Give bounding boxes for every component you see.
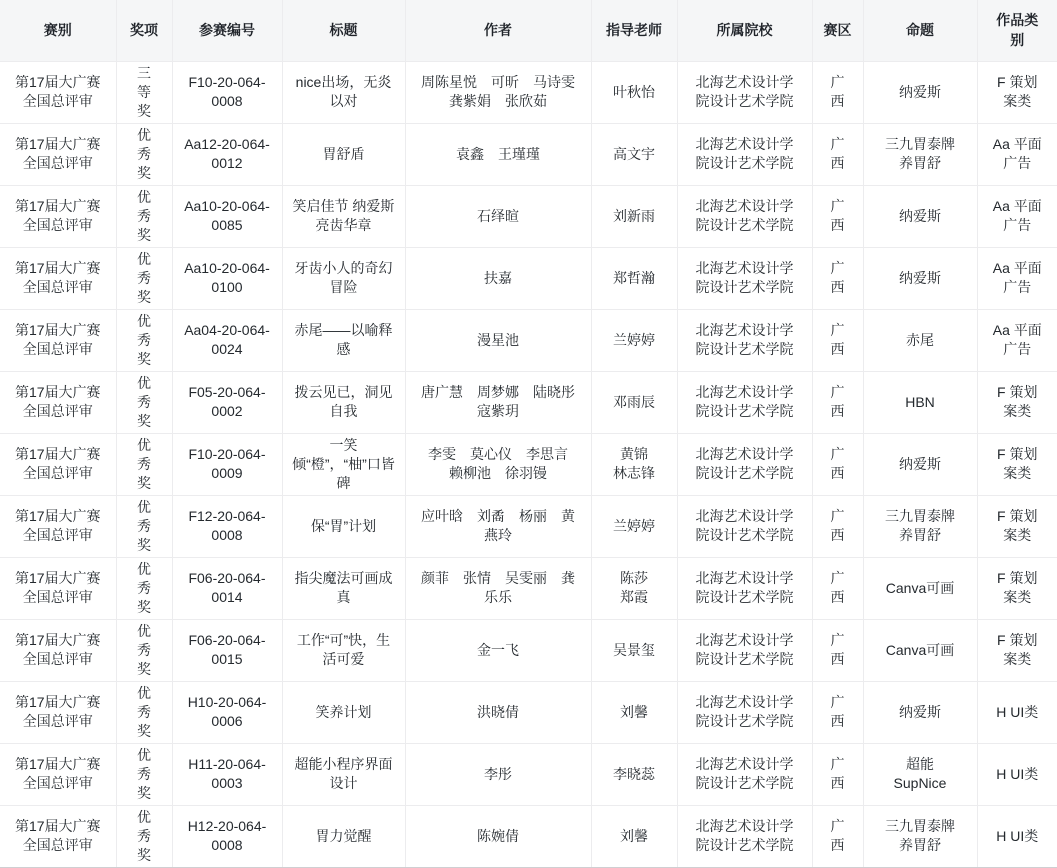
cell-school: 北海艺术设计学院设计艺术学院 [677,743,812,805]
cell-region: 广西 [812,123,863,185]
cell-award: 优秀奖 [116,619,172,681]
cell-topic: 三九胃泰牌养胃舒 [863,123,977,185]
cell-authors: 石绎暄 [405,185,591,247]
cell-authors: 扶嘉 [405,247,591,309]
cell-entry_no: Aa04-20-064-0024 [172,309,282,371]
cell-competition: 第17届大广赛全国总评审 [0,619,116,681]
cell-entry_no: Aa10-20-064-0100 [172,247,282,309]
table-row [0,743,1057,805]
cell-authors: 陈婉倩 [405,805,591,867]
cell-competition: 第17届大广赛全国总评审 [0,495,116,557]
cell-title: 工作“可”快，生活可爱 [282,619,405,681]
cell-award: 优秀奖 [116,805,172,867]
column-header-category: 作品类别 [977,0,1057,61]
cell-authors: 金一飞 [405,619,591,681]
cell-award: 优秀奖 [116,681,172,743]
table-row [0,557,1057,619]
cell-region: 广西 [812,61,863,123]
cell-category: F 策划案类 [977,371,1057,433]
table-body [0,61,1057,867]
cell-region: 广西 [812,681,863,743]
cell-topic: 三九胃泰牌养胃舒 [863,805,977,867]
cell-title: 拨云见已，洞见自我 [282,371,405,433]
cell-title: 牙齿小人的奇幻冒险 [282,247,405,309]
cell-authors: 唐广慧 周梦娜 陆晓彤 寇紫玥 [405,371,591,433]
cell-school: 北海艺术设计学院设计艺术学院 [677,185,812,247]
cell-category: F 策划案类 [977,61,1057,123]
cell-competition: 第17届大广赛全国总评审 [0,433,116,495]
cell-award: 优秀奖 [116,433,172,495]
cell-competition: 第17届大广赛全国总评审 [0,557,116,619]
cell-advisors: 邓雨辰 [591,371,677,433]
cell-topic: Canva可画 [863,619,977,681]
cell-title: 指尖魔法可画成真 [282,557,405,619]
cell-award: 优秀奖 [116,557,172,619]
column-header-region: 赛区 [812,0,863,61]
cell-category: Aa 平面广告 [977,309,1057,371]
table-row [0,247,1057,309]
cell-authors: 洪晓倩 [405,681,591,743]
cell-region: 广西 [812,185,863,247]
table-row [0,681,1057,743]
cell-topic: 纳爱斯 [863,681,977,743]
cell-advisors: 兰婷婷 [591,495,677,557]
table-row [0,433,1057,495]
cell-region: 广西 [812,247,863,309]
cell-award: 优秀奖 [116,247,172,309]
cell-topic: 纳爱斯 [863,185,977,247]
table-header [0,0,1057,61]
cell-entry_no: F12-20-064-0008 [172,495,282,557]
column-header-topic: 命题 [863,0,977,61]
cell-title: 笑启佳节 纳爱斯亮齿华章 [282,185,405,247]
cell-competition: 第17届大广赛全国总评审 [0,185,116,247]
cell-school: 北海艺术设计学院设计艺术学院 [677,495,812,557]
column-header-award: 奖项 [116,0,172,61]
cell-award: 优秀奖 [116,123,172,185]
cell-award: 三等奖 [116,61,172,123]
cell-category: F 策划案类 [977,433,1057,495]
cell-title: 一笑倾“橙”，“柚”口皆碑 [282,433,405,495]
table-row [0,495,1057,557]
cell-topic: 纳爱斯 [863,247,977,309]
cell-category: F 策划案类 [977,557,1057,619]
cell-topic: 纳爱斯 [863,433,977,495]
table-row [0,619,1057,681]
cell-region: 广西 [812,309,863,371]
cell-authors: 周陈星悦 可昕 马诗雯 龚紫娟 张欣茹 [405,61,591,123]
cell-region: 广西 [812,495,863,557]
cell-school: 北海艺术设计学院设计艺术学院 [677,557,812,619]
cell-authors: 颜菲 张情 吴雯丽 龚乐乐 [405,557,591,619]
cell-title: nice出场，无炎以对 [282,61,405,123]
cell-competition: 第17届大广赛全国总评审 [0,123,116,185]
cell-school: 北海艺术设计学院设计艺术学院 [677,433,812,495]
cell-advisors: 黄锦 林志锋 [591,433,677,495]
cell-school: 北海艺术设计学院设计艺术学院 [677,123,812,185]
table-row [0,805,1057,867]
cell-region: 广西 [812,805,863,867]
cell-entry_no: F10-20-064-0009 [172,433,282,495]
cell-authors: 漫星池 [405,309,591,371]
table-row [0,123,1057,185]
column-header-school: 所属院校 [677,0,812,61]
cell-category: F 策划案类 [977,495,1057,557]
cell-region: 广西 [812,743,863,805]
cell-title: 胃舒盾 [282,123,405,185]
cell-entry_no: F06-20-064-0015 [172,619,282,681]
cell-entry_no: Aa10-20-064-0085 [172,185,282,247]
table-row [0,185,1057,247]
column-header-authors: 作者 [405,0,591,61]
cell-school: 北海艺术设计学院设计艺术学院 [677,805,812,867]
cell-award: 优秀奖 [116,495,172,557]
cell-advisors: 叶秋怡 [591,61,677,123]
cell-entry_no: F05-20-064-0002 [172,371,282,433]
cell-competition: 第17届大广赛全国总评审 [0,309,116,371]
cell-award: 优秀奖 [116,185,172,247]
cell-region: 广西 [812,433,863,495]
cell-authors: 李彤 [405,743,591,805]
cell-title: 保“胃”计划 [282,495,405,557]
cell-advisors: 郑哲瀚 [591,247,677,309]
table-row [0,309,1057,371]
cell-competition: 第17届大广赛全国总评审 [0,681,116,743]
cell-region: 广西 [812,371,863,433]
cell-competition: 第17届大广赛全国总评审 [0,743,116,805]
cell-advisors: 刘馨 [591,805,677,867]
cell-authors: 应叶晗 刘矞 杨丽 黄燕玲 [405,495,591,557]
cell-school: 北海艺术设计学院设计艺术学院 [677,309,812,371]
cell-topic: 纳爱斯 [863,61,977,123]
cell-entry_no: H12-20-064-0008 [172,805,282,867]
cell-entry_no: Aa12-20-064-0012 [172,123,282,185]
cell-school: 北海艺术设计学院设计艺术学院 [677,681,812,743]
cell-entry_no: F10-20-064-0008 [172,61,282,123]
table-row [0,61,1057,123]
cell-category: Aa 平面广告 [977,247,1057,309]
cell-competition: 第17届大广赛全国总评审 [0,61,116,123]
cell-category: Aa 平面广告 [977,185,1057,247]
cell-award: 优秀奖 [116,309,172,371]
cell-title: 笑养计划 [282,681,405,743]
cell-topic: 三九胃泰牌养胃舒 [863,495,977,557]
cell-competition: 第17届大广赛全国总评审 [0,247,116,309]
cell-authors: 李雯 莫心仪 李思言 赖柳池 徐羽镘 [405,433,591,495]
cell-title: 超能小程序界面设计 [282,743,405,805]
cell-competition: 第17届大广赛全国总评审 [0,371,116,433]
cell-advisors: 兰婷婷 [591,309,677,371]
cell-advisors: 刘新雨 [591,185,677,247]
cell-advisors: 陈莎 郑霞 [591,557,677,619]
cell-school: 北海艺术设计学院设计艺术学院 [677,619,812,681]
cell-advisors: 李晓蕊 [591,743,677,805]
cell-authors: 袁鑫 王瑾瑾 [405,123,591,185]
column-header-advisors: 指导老师 [591,0,677,61]
table-row [0,371,1057,433]
cell-category: H UI类 [977,805,1057,867]
cell-category: F 策划案类 [977,619,1057,681]
cell-award: 优秀奖 [116,371,172,433]
cell-title: 赤尾——以喻释感 [282,309,405,371]
cell-category: H UI类 [977,681,1057,743]
header-row [0,0,1057,61]
cell-region: 广西 [812,557,863,619]
cell-advisors: 吴景玺 [591,619,677,681]
column-header-entry_no: 参赛编号 [172,0,282,61]
cell-school: 北海艺术设计学院设计艺术学院 [677,247,812,309]
cell-topic: Canva可画 [863,557,977,619]
column-header-competition: 赛别 [0,0,116,61]
cell-topic: HBN [863,371,977,433]
cell-category: Aa 平面广告 [977,123,1057,185]
cell-advisors: 高文宇 [591,123,677,185]
cell-region: 广西 [812,619,863,681]
cell-school: 北海艺术设计学院设计艺术学院 [677,61,812,123]
cell-competition: 第17届大广赛全国总评审 [0,805,116,867]
cell-entry_no: H11-20-064-0003 [172,743,282,805]
cell-topic: 赤尾 [863,309,977,371]
cell-school: 北海艺术设计学院设计艺术学院 [677,371,812,433]
cell-title: 胃力觉醒 [282,805,405,867]
cell-entry_no: F06-20-064-0014 [172,557,282,619]
cell-award: 优秀奖 [116,743,172,805]
cell-category: H UI类 [977,743,1057,805]
cell-advisors: 刘馨 [591,681,677,743]
column-header-title: 标题 [282,0,405,61]
cell-entry_no: H10-20-064-0006 [172,681,282,743]
cell-topic: 超能SupNice [863,743,977,805]
